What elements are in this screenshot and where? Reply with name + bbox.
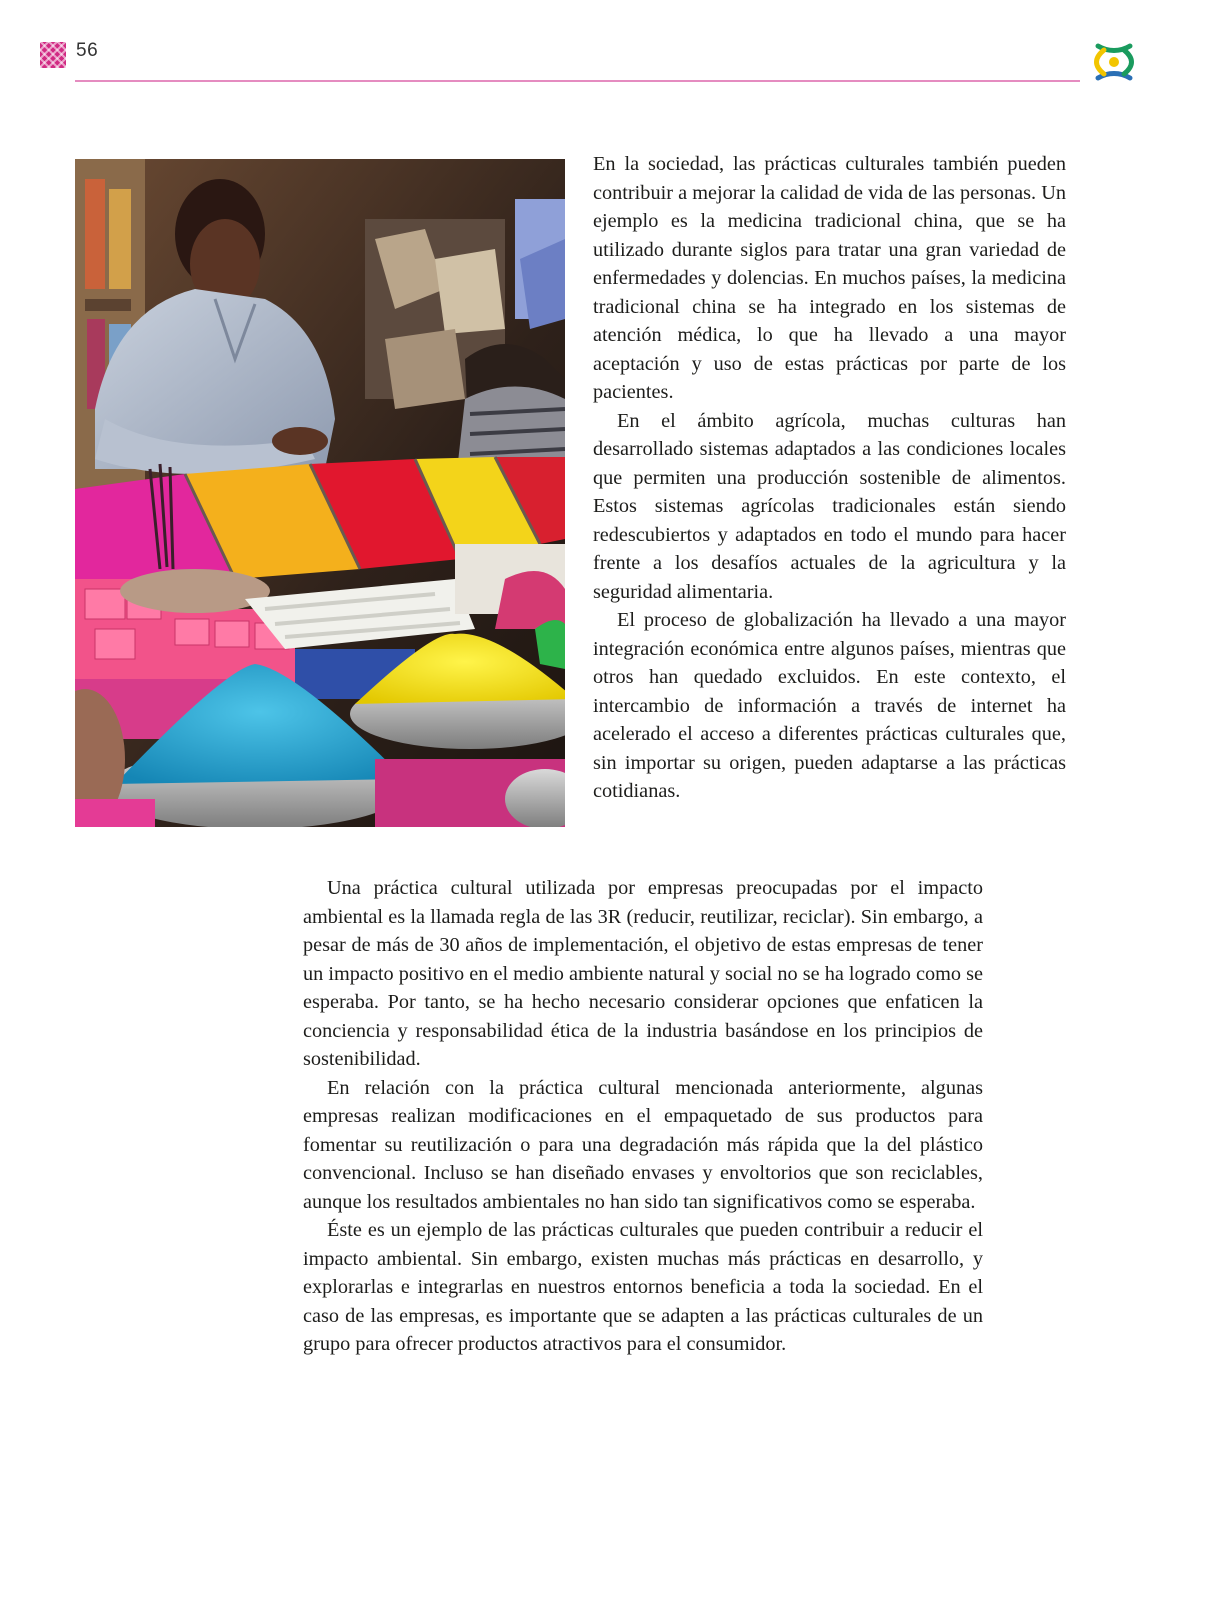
paragraph: En la sociedad, las prácticas culturales también pueden contribuir a mejorar la calidad de vida de las personas. Un ejemplo es la medicina tradicional china, que se ha utilizado durante siglos para tratar una gran variedad de enfermedades y dolencias. En muchos países, la medicina tradicional china se ha integrado en los sistemas de atención médica, lo que ha llevado a una mayor aceptación y uso de estas prácticas por parte de los pacientes.: [593, 153, 1066, 403]
right-column-text: [593, 150, 1066, 806]
knot-logo-icon: [1090, 38, 1138, 86]
lower-column-text: [303, 874, 983, 1359]
paragraph: Una práctica cultural utilizada por empresas preocupadas por el impacto ambiental es la llamada regla de las 3R (reducir, reutilizar, reciclar). Sin embargo, a pesar de más de 30 años de implementación, el objetivo de estas empresas de tener un impacto positivo en el medio ambiente natural y social no se ha logrado como se esperaba. Por tanto, se ha hecho necesario considerar opciones que enfaticen la conciencia y responsabilidad ética de la industria basándose en los principios de sostenibilidad.: [303, 877, 983, 1070]
paragraph: En el ámbito agrícola, muchas culturas han desarrollado sistemas adaptados a las condiciones locales que permiten una producción sostenible de alimentos. Estos sistemas agrícolas tradicionales están siendo redescubiertos y adaptados en todo el mundo para hacer frente a los desafíos actuales de la agricultura y la seguridad alimentaria.: [593, 409, 1066, 603]
paragraph: Éste es un ejemplo de las prácticas culturales que pueden contribuir a reducir el impacto ambiental. Sin embargo, existen muchas más prácticas en desarrollo, y explorarlas e integrarlas en nuestros entornos beneficia a toda la sociedad. En el caso de las empresas, es importante que se adapten a las prácticas culturales de un grupo para ofrecer productos atractivos para el consumidor.: [303, 1219, 983, 1355]
header-rule: [75, 80, 1080, 82]
page-number: 56: [76, 40, 99, 61]
market-stall-photo: [75, 159, 565, 827]
paragraph: En relación con la práctica cultural mencionada anteriormente, algunas empresas realizan modificaciones en el empaquetado de sus productos para fomentar su reutilización o para una degradación más rápida que la del plástico convencional. Incluso se han diseñado envases y envoltorios que son reciclables, aunque los resultados ambientales no han sido tan significativos como se esperaba.: [303, 1076, 983, 1213]
pink-pattern-icon: [40, 42, 66, 68]
paragraph: El proceso de globalización ha llevado a una mayor integración económica entre algunos países, mientras que otros han quedado excluidos. En este contexto, el intercambio de información a través de internet ha acelerado el acceso a diferentes prácticas culturales que, sin importar su origen, pueden adaptarse a las prácticas cotidianas.: [593, 609, 1066, 802]
